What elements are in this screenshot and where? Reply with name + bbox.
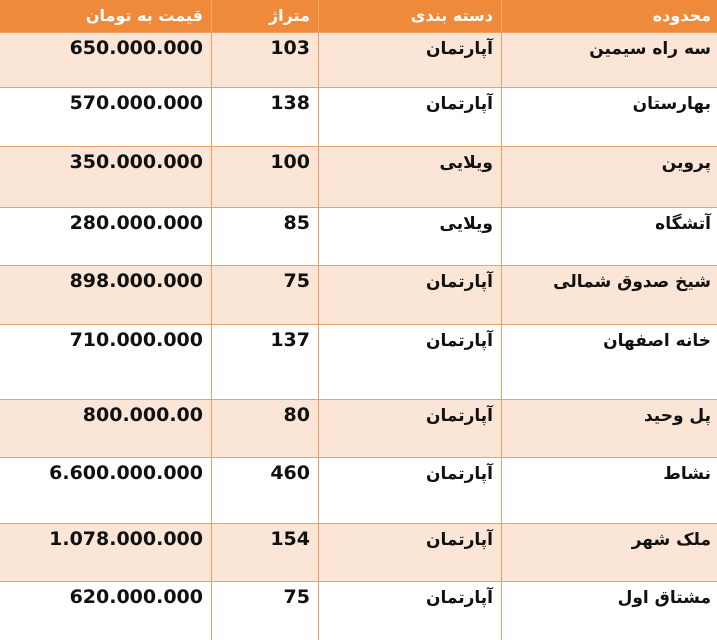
cell-meterage: 80 xyxy=(211,400,318,457)
cell-category: ویلایی xyxy=(318,147,501,207)
table-row xyxy=(0,265,717,324)
cell-meterage: 154 xyxy=(211,524,318,581)
table-row xyxy=(0,32,717,87)
cell-category: آپارتمان xyxy=(318,458,501,523)
header-price: قیمت به تومان xyxy=(85,6,203,25)
table-header-row xyxy=(0,0,717,32)
cell-category: آپارتمان xyxy=(318,33,501,87)
cell-category: آپارتمان xyxy=(318,582,501,640)
cell-area: بهارستان xyxy=(501,88,717,146)
table-row xyxy=(0,581,717,640)
cell-area: ملک شهر xyxy=(501,524,717,581)
cell-price: 570.000.000 xyxy=(69,92,203,114)
cell-category: آپارتمان xyxy=(318,88,501,146)
cell-category: آپارتمان xyxy=(318,400,501,457)
cell-meterage: 103 xyxy=(211,33,318,87)
cell-meterage: 85 xyxy=(211,208,318,265)
cell-category: ویلایی xyxy=(318,208,501,265)
cell-price: 280.000.000 xyxy=(69,212,203,234)
cell-price: 800.000.00 xyxy=(82,404,203,426)
cell-area: پل وحید xyxy=(501,400,717,457)
cell-area: خانه اصفهان xyxy=(501,325,717,399)
cell-meterage: 100 xyxy=(211,147,318,207)
cell-price: 650.000.000 xyxy=(69,37,203,59)
cell-category: آپارتمان xyxy=(318,325,501,399)
cell-meterage: 75 xyxy=(211,582,318,640)
cell-price: 898.000.000 xyxy=(69,270,203,292)
cell-category: آپارتمان xyxy=(318,266,501,324)
cell-price: 1.078.000.000 xyxy=(49,528,203,550)
cell-area: مشتاق اول xyxy=(501,582,717,640)
cell-meterage: 137 xyxy=(211,325,318,399)
header-meterage: متراژ xyxy=(211,0,318,32)
table-row xyxy=(0,146,717,207)
table-row xyxy=(0,457,717,523)
table-row xyxy=(0,399,717,457)
cell-area: نشاط xyxy=(501,458,717,523)
table-row xyxy=(0,523,717,581)
cell-area: شیخ صدوق شمالی xyxy=(501,266,717,324)
cell-price: 620.000.000 xyxy=(69,586,203,608)
cell-category: آپارتمان xyxy=(318,524,501,581)
cell-price: 6.600.000.000 xyxy=(49,462,203,484)
cell-meterage: 138 xyxy=(211,88,318,146)
cell-meterage: 460 xyxy=(211,458,318,523)
cell-price: 710.000.000 xyxy=(69,329,203,351)
cell-area: آتشگاه xyxy=(501,208,717,265)
cell-price: 350.000.000 xyxy=(69,151,203,173)
table-row xyxy=(0,324,717,399)
cell-meterage: 75 xyxy=(211,266,318,324)
cell-area: سه راه سیمین xyxy=(501,33,717,87)
cell-area: پروین xyxy=(501,147,717,207)
table-row xyxy=(0,87,717,146)
header-category: دسته بندی xyxy=(318,0,501,32)
header-area: محدوده xyxy=(501,0,717,32)
table-row xyxy=(0,207,717,265)
